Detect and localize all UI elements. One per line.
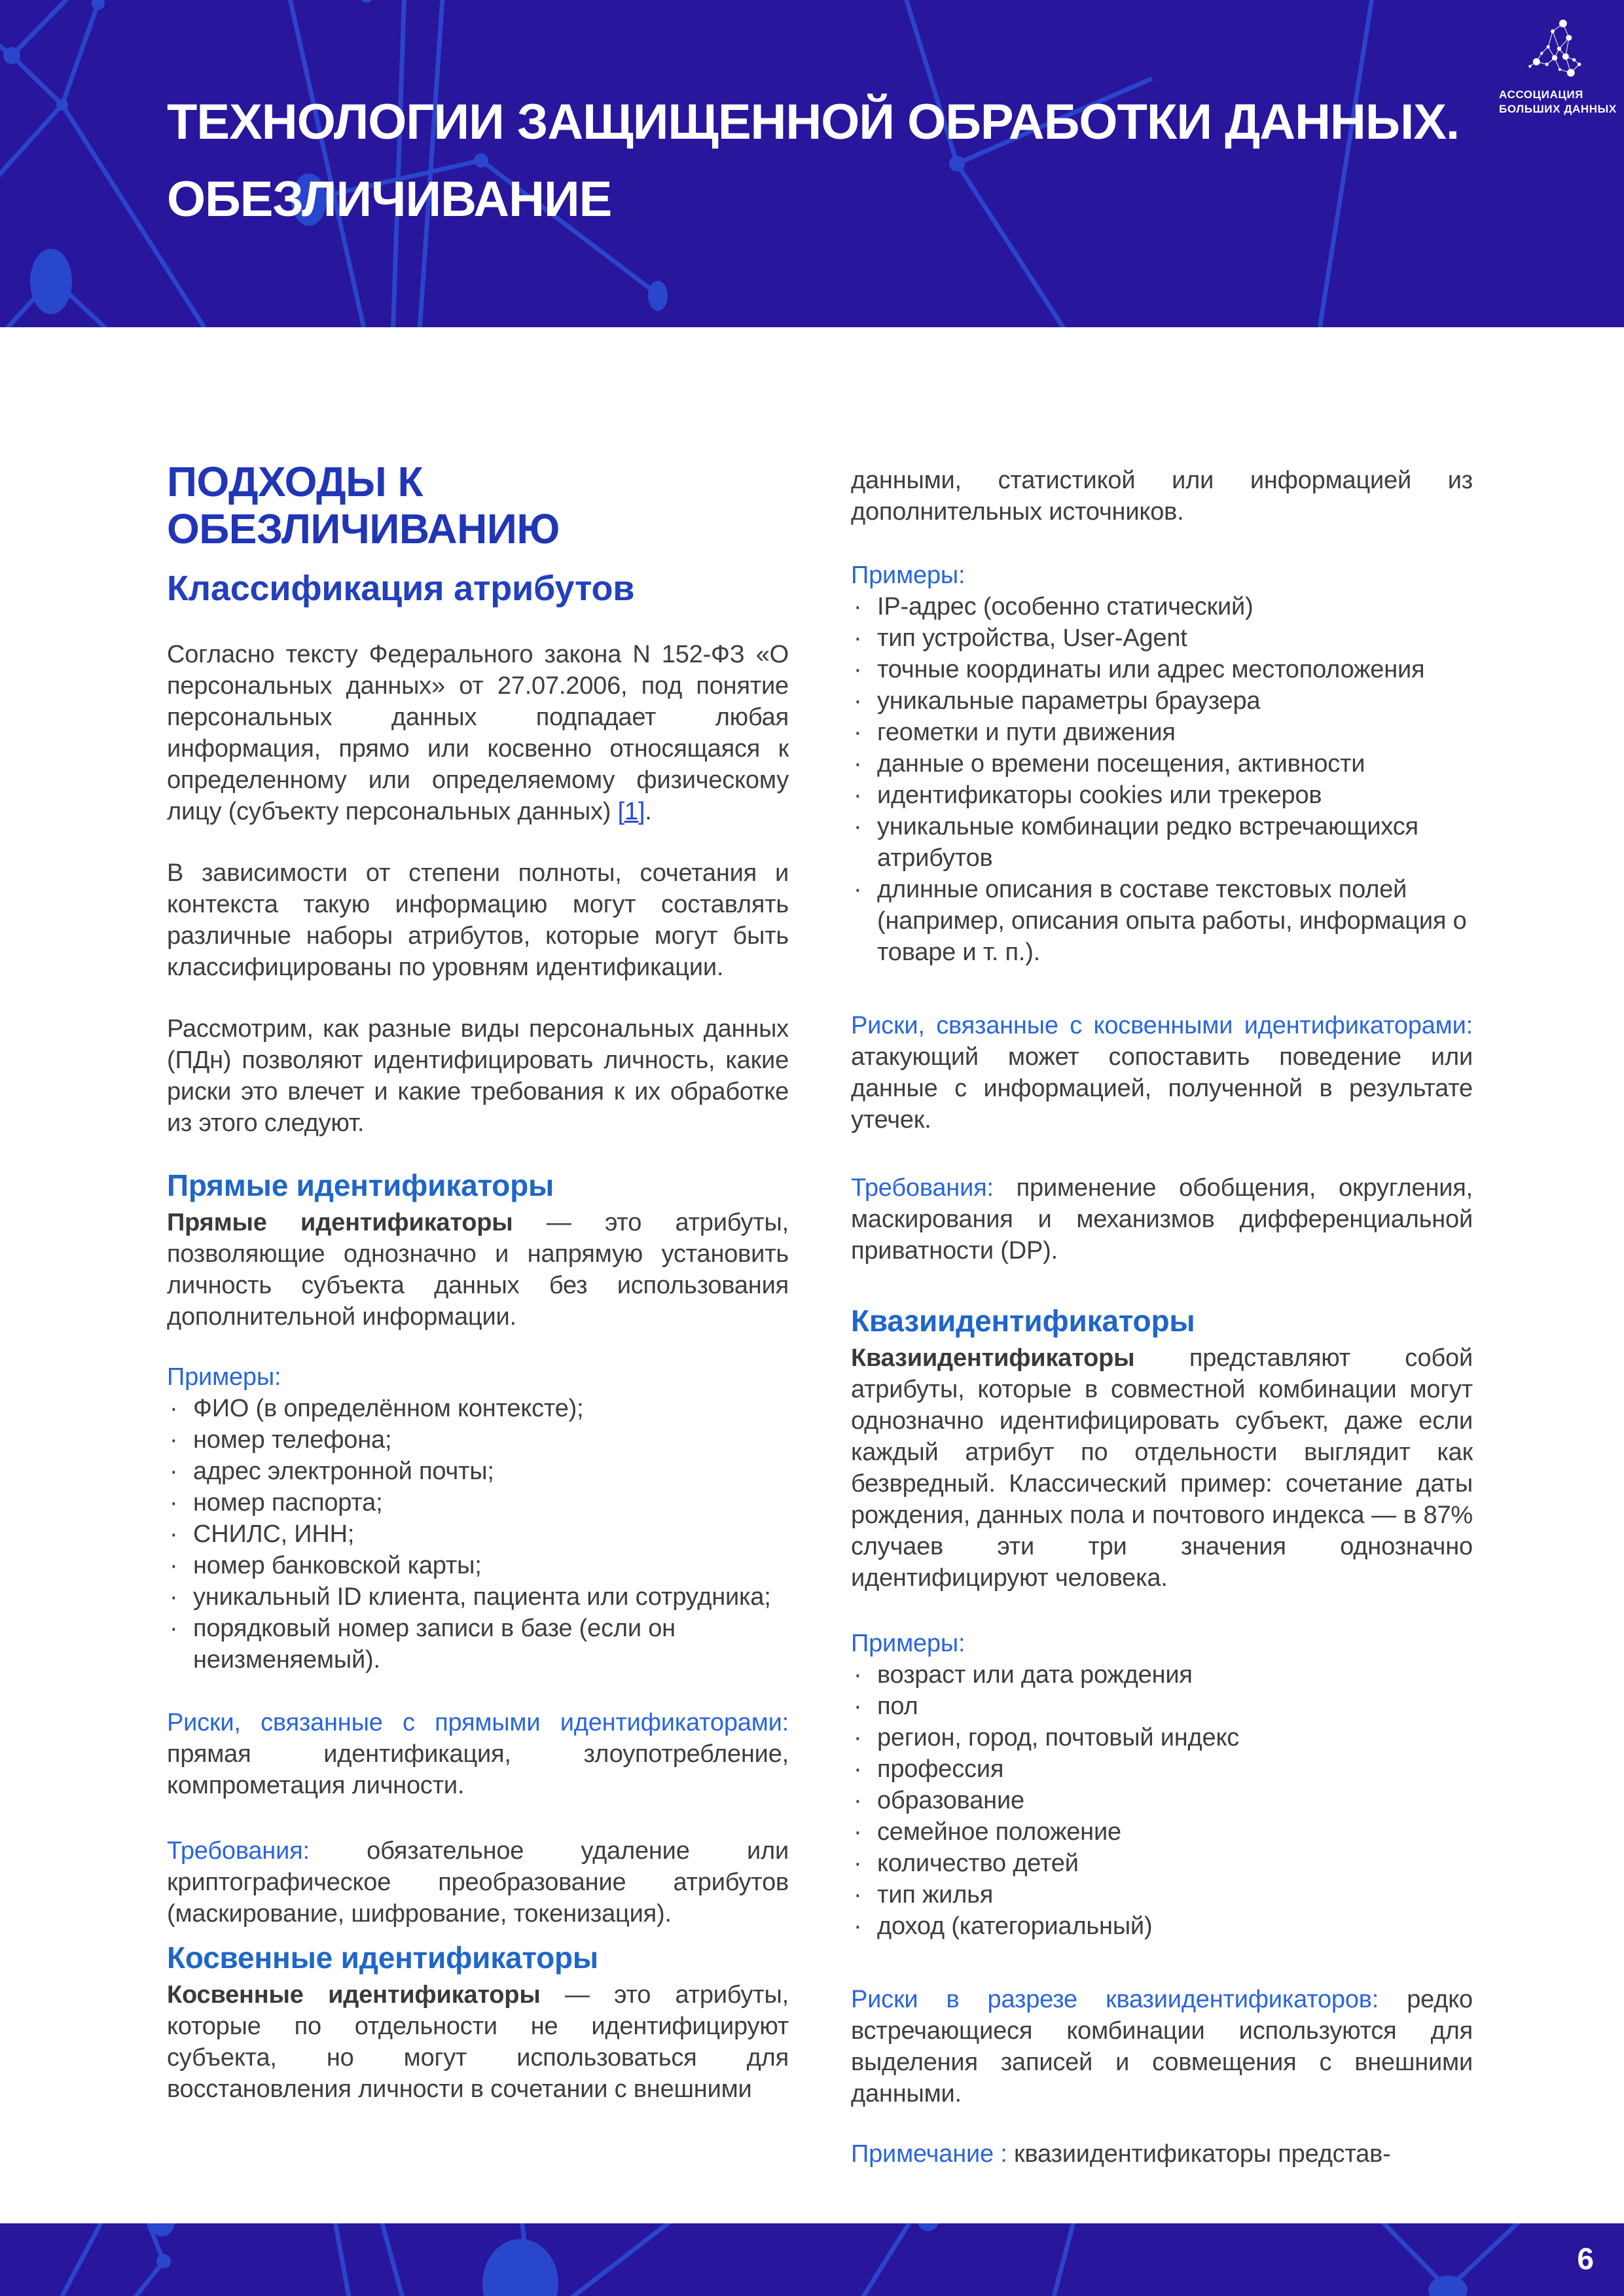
- left-column: [167, 458, 789, 2105]
- bullet-icon: ·: [170, 1458, 178, 1485]
- list-item: [851, 1722, 1473, 1753]
- paragraph-overview: Рассмотрим, как разные виды персональных данных (ПДн) позволяют идентифицировать личность, какие риски это влечет и какие требования к их обработке из этого следуют.: [167, 1015, 789, 1137]
- bullet-icon: ·: [170, 1552, 178, 1579]
- bullet-text: СНИЛС, ИНН;: [193, 1520, 355, 1548]
- indirect-definition-text: — это атрибуты, которые по отдельности не идентифицируют субъекта, но могут использоваться для восстановления личности в сочетании с внешними: [167, 1981, 789, 2103]
- bullet-text: точные координаты или адрес местоположения: [877, 656, 1425, 683]
- paragraph-law-period: .: [645, 798, 652, 825]
- quasi-definition-term: Квазиидентификаторы: [851, 1344, 1135, 1372]
- indirect-requirements-label: Требования:: [851, 1174, 994, 1202]
- quasi-risks-text: редко встречающиеся комбинации используются для выделения записей и совмещения с внешними данными.: [851, 1986, 1473, 2108]
- list-item: [851, 591, 1473, 622]
- list-item: [851, 748, 1473, 780]
- bullet-text: тип устройства, User-Agent: [877, 624, 1187, 652]
- bullet-icon: ·: [854, 1850, 862, 1877]
- bullet-icon: ·: [170, 1615, 178, 1642]
- bullet-text: адрес электронной почты;: [193, 1458, 494, 1485]
- constellation-logo-icon: [1521, 17, 1588, 85]
- examples-label-indirect: Примеры:: [851, 562, 965, 589]
- bullet-text: уникальные комбинации редко встречающихся атрибутов: [877, 813, 1418, 872]
- bullet-text: возраст или дата рождения: [877, 1661, 1193, 1689]
- paragraph-indirect-continuation: данными, статистикой или информацией из дополнительных источников.: [851, 467, 1473, 526]
- section-title: ПОДХОДЫ К ОБЕЗЛИЧИВАНИЮ: [167, 458, 560, 552]
- list-item: [851, 1816, 1473, 1848]
- bullet-text: количество детей: [877, 1850, 1079, 1877]
- indirect-risks-text: атакующий может сопоставить поведение или данные с информацией, полученной в результате утечек.: [851, 1043, 1473, 1134]
- bullet-icon: ·: [854, 781, 862, 809]
- indirect-definition-term: Косвенные идентификаторы: [167, 1981, 541, 2009]
- bullet-text: IP-адрес (особенно статический): [877, 593, 1254, 620]
- direct-definition-term: Прямые идентификаторы: [167, 1209, 513, 1236]
- bullet-icon: ·: [170, 1520, 178, 1548]
- bullet-icon: ·: [854, 1693, 862, 1720]
- list-item: [167, 1456, 789, 1487]
- paragraph-law: [167, 639, 789, 827]
- paragraph-note: [851, 2138, 1473, 2170]
- bullet-icon: ·: [170, 1395, 178, 1422]
- bullet-icon: ·: [854, 624, 862, 652]
- bullet-icon: ·: [170, 1489, 178, 1516]
- bullet-text: доход (категориальный): [877, 1912, 1153, 1940]
- list-item: [167, 1487, 789, 1518]
- list-item: [851, 717, 1473, 748]
- list-item: [851, 1691, 1473, 1722]
- bullet-icon: ·: [854, 876, 862, 903]
- bullet-icon: ·: [854, 1661, 862, 1689]
- list-item: [167, 1581, 789, 1613]
- bullet-icon: ·: [854, 593, 862, 620]
- abd-logo-text: [1499, 88, 1617, 117]
- indirect-requirements-text: применение обобщения, округления, маскирования и механизмов дифференциальной приватности (DP).: [851, 1174, 1473, 1265]
- direct-examples-list: [167, 1393, 789, 1676]
- list-item: [851, 1848, 1473, 1879]
- reference-link-1[interactable]: [1]: [617, 798, 645, 825]
- bullet-text: семейное положение: [877, 1818, 1121, 1846]
- bullet-text: уникальные параметры браузера: [877, 687, 1261, 715]
- list-item: [167, 1393, 789, 1424]
- paragraph-levels: В зависимости от степени полноты, сочетания и контекста такую информацию могут составлять различные наборы атрибутов, которые могут быть классифицированы по уровням идентификации.: [167, 859, 789, 981]
- bullet-text: геометки и пути движения: [877, 719, 1176, 746]
- bullet-text: номер телефона;: [193, 1426, 392, 1454]
- bullet-text: идентификаторы cookies или трекеров: [877, 781, 1322, 809]
- bullet-text: тип жилья: [877, 1881, 994, 1909]
- paragraph-direct-definition: [167, 1207, 789, 1333]
- bullet-text: образование: [877, 1787, 1024, 1814]
- list-item: [167, 1424, 789, 1456]
- bullet-icon: ·: [854, 1787, 862, 1814]
- paragraph-indirect-risks: [851, 1010, 1473, 1136]
- bullet-icon: ·: [854, 656, 862, 683]
- paragraph-indirect-definition: [167, 1979, 789, 2105]
- list-item: [851, 1879, 1473, 1910]
- page-title: [167, 84, 1459, 238]
- bullet-text: длинные описания в составе текстовых полей (например, описания опыта работы, информация о товаре и т. п.).: [877, 876, 1467, 966]
- examples-label-direct: Примеры:: [167, 1363, 281, 1391]
- subsection-title-classification: Классификация атрибутов: [167, 569, 635, 608]
- bullet-icon: ·: [854, 687, 862, 715]
- paragraph-quasi-definition: [851, 1342, 1473, 1594]
- list-item: [851, 1659, 1473, 1691]
- paragraph-law-text: Согласно тексту Федерального закона N 152-ФЗ «О персональных данных» от 27.07.2006, под понятие персональных данных подпадает любая информация, прямо или косвенно относящаяся к определенному или определяемому физическому лицу (субъекту персональных данных): [167, 641, 789, 825]
- quasi-definition-text: представляют собой атрибуты, которые в совместной комбинации могут однозначно идентифицировать субъект, даже если каждый атрибут по отдельности выглядит как безвредный. Классический пример: сочетание даты рождения, данных пола и почтового индекса — в 87% случаев эти три значения однозначно идентифицируют человека.: [851, 1344, 1473, 1592]
- list-item: [851, 874, 1473, 968]
- list-item: [851, 811, 1473, 874]
- abd-logo-text-line1: АССОЦИАЦИЯ: [1499, 88, 1583, 101]
- list-item: [167, 1518, 789, 1550]
- bullet-text: пол: [877, 1693, 918, 1720]
- page-header: [0, 0, 1624, 327]
- note-text: квазиидентификаторы представ-: [1007, 2140, 1391, 2168]
- bullet-text: номер банковской карты;: [193, 1552, 482, 1579]
- list-item: [167, 1550, 789, 1581]
- bullet-text: профессия: [877, 1755, 1004, 1783]
- bullet-text: номер паспорта;: [193, 1489, 383, 1516]
- page-number: 6: [1577, 2242, 1594, 2276]
- list-item: [851, 685, 1473, 717]
- bullet-text: данные о времени посещения, активности: [877, 750, 1365, 778]
- bullet-icon: ·: [854, 750, 862, 778]
- abd-logo-text-line2: БОЛЬШИХ ДАННЫХ: [1499, 103, 1617, 115]
- direct-definition-text: — это атрибуты, позволяющие однозначно и напрямую установить личность субъекта данных без использования дополнительной информации.: [167, 1209, 789, 1331]
- bullet-icon: ·: [854, 1818, 862, 1846]
- bullet-icon: ·: [854, 719, 862, 746]
- list-item: [851, 622, 1473, 654]
- paragraph-indirect-requirements: [851, 1172, 1473, 1266]
- paragraph-direct-requirements: [167, 1835, 789, 1929]
- bullet-icon: ·: [170, 1426, 178, 1454]
- list-item: [851, 1785, 1473, 1816]
- bullet-icon: ·: [170, 1583, 178, 1611]
- page-footer: [0, 2223, 1624, 2296]
- list-item: [851, 1753, 1473, 1785]
- list-item: [851, 780, 1473, 811]
- direct-requirements-label: Требования:: [167, 1837, 310, 1865]
- right-column: [851, 465, 1473, 2170]
- bullet-icon: ·: [854, 1912, 862, 1940]
- bullet-text: порядковый номер записи в базе (если он неизменяемый).: [193, 1615, 676, 1674]
- indirect-examples-list: [851, 591, 1473, 968]
- heading-direct-identifiers: Прямые идентификаторы: [167, 1168, 554, 1202]
- list-item: [167, 1613, 789, 1676]
- indirect-risks-label: Риски, связанные с косвенными идентификаторами:: [851, 1012, 1473, 1039]
- quasi-risks-label: Риски в разрезе квазиидентификаторов:: [851, 1986, 1379, 2013]
- page-title-line1: ТЕХНОЛОГИИ ЗАЩИЩЕННОЙ ОБРАБОТКИ ДАННЫХ.: [167, 94, 1460, 150]
- footer-network-pattern-decoration: [0, 2223, 1624, 2296]
- heading-indirect-identifiers: Косвенные идентификаторы: [167, 1941, 599, 1975]
- bullet-text: ФИО (в определённом контексте);: [193, 1395, 584, 1422]
- page-title-line2: ОБЕЗЛИЧИВАНИЕ: [167, 171, 612, 227]
- examples-label-quasi: Примеры:: [851, 1630, 965, 1657]
- list-item: [851, 1910, 1473, 1942]
- bullet-icon: ·: [854, 813, 862, 840]
- bullet-icon: ·: [854, 1724, 862, 1751]
- paragraph-direct-risks: [167, 1707, 789, 1801]
- quasi-examples-list: [851, 1659, 1473, 1942]
- paragraph-quasi-risks: [851, 1984, 1473, 2109]
- bullet-icon: ·: [854, 1755, 862, 1783]
- bullet-icon: ·: [854, 1881, 862, 1909]
- heading-quasi-identifiers: Квазиидентификаторы: [851, 1304, 1195, 1338]
- bullet-text: регион, город, почтовый индекс: [877, 1724, 1240, 1751]
- list-item: [851, 654, 1473, 685]
- direct-risks-text: прямая идентификация, злоупотребление, компрометация личности.: [167, 1740, 789, 1799]
- direct-requirements-text: обязательное удаление или криптографическое преобразование атрибутов (маскирование, шифрование, токенизация).: [167, 1837, 789, 1928]
- note-label: Примечание :: [851, 2140, 1007, 2168]
- direct-risks-label: Риски, связанные с прямыми идентификаторами:: [167, 1709, 789, 1736]
- abd-logo: [1499, 17, 1617, 117]
- bullet-text: уникальный ID клиента, пациента или сотрудника;: [193, 1583, 771, 1611]
